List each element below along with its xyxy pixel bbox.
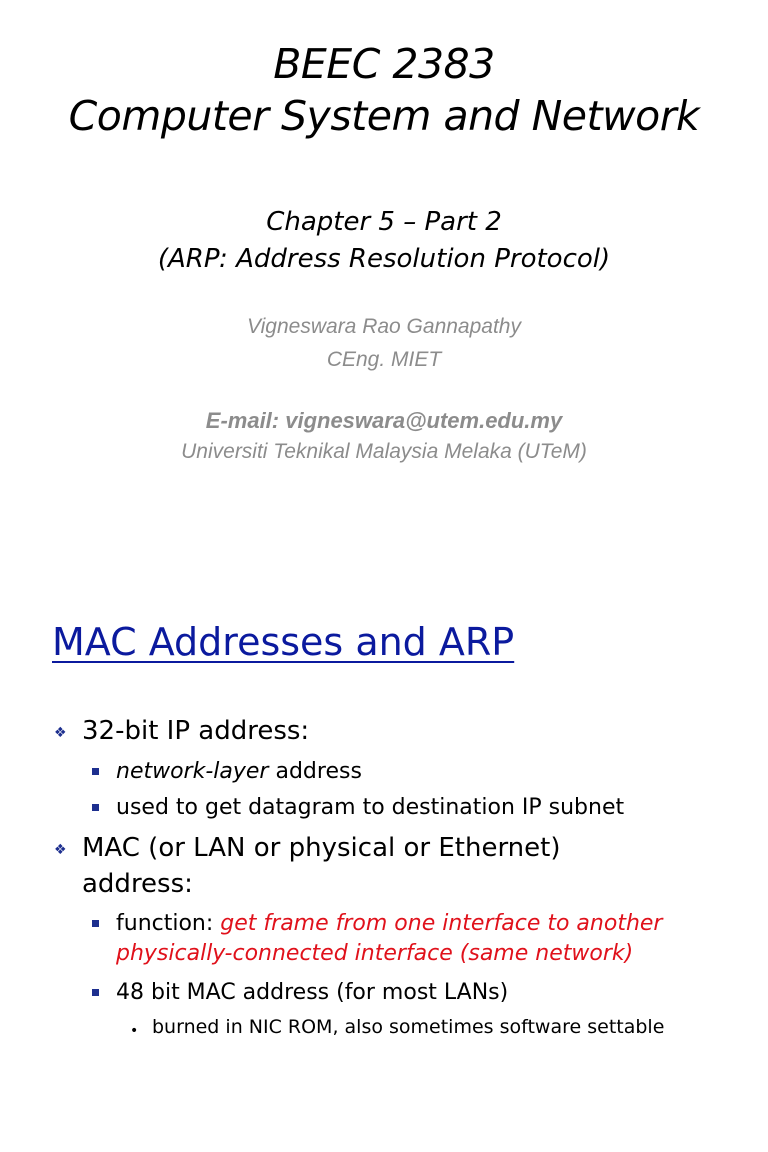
highlight-text: get frame from one interface to another	[220, 911, 663, 936]
dash-bullet-icon: •	[130, 1023, 139, 1039]
bullet-text: address:	[82, 869, 193, 899]
square-bullet-icon	[92, 768, 99, 775]
slide-heading: MAC Addresses and ARP	[52, 620, 515, 664]
bullet-text: used to get datagram to destination IP subnet	[116, 795, 625, 820]
content-slide	[0, 576, 768, 1152]
bullet-text: 48 bit MAC address (for most LANs)	[116, 980, 509, 1005]
author-email: E-mail: vigneswara@utem.edu.my	[205, 408, 563, 433]
topic-label: (ARP: Address Resolution Protocol)	[157, 244, 611, 274]
square-bullet-icon	[92, 989, 99, 996]
bullet-text: 32-bit IP address:	[82, 716, 310, 746]
course-name: Computer System and Network	[68, 92, 700, 140]
square-bullet-icon	[92, 804, 99, 811]
emphasis-text: network-layer	[116, 759, 269, 784]
author-credentials: CEng. MIET	[326, 348, 442, 371]
university-name: Universiti Teknikal Malaysia Melaka (UTeM)	[181, 440, 587, 463]
diamond-bullet-icon: ❖	[54, 725, 67, 741]
author-name: Vigneswara Rao Gannapathy	[247, 315, 521, 338]
bullet-text: address	[268, 759, 362, 784]
chapter-label: Chapter 5 – Part 2	[266, 207, 502, 237]
highlight-text: physically-connected interface (same network)	[116, 941, 634, 966]
bullet-label: function:	[116, 911, 221, 936]
course-code: BEEC 2383	[273, 40, 495, 88]
diamond-bullet-icon: ❖	[54, 842, 67, 858]
bullet-text: burned in NIC ROM, also sometimes software settable	[152, 1016, 665, 1038]
square-bullet-icon	[92, 920, 99, 927]
bullet-text: MAC (or LAN or physical or Ethernet)	[82, 833, 561, 863]
